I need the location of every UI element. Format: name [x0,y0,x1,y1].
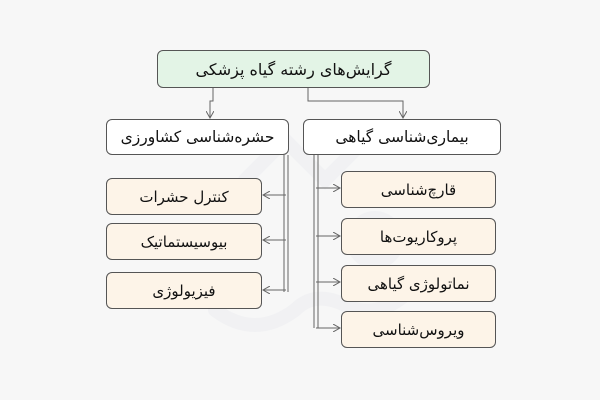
leaf-plant-nematology: نماتولوژی گیاهی [341,265,496,302]
root-node: گرایش‌های رشته گیاه پزشکی [157,50,430,88]
branch-entomology: حشره‌شناسی کشاورزی [106,119,289,155]
branch-plant-pathology: بیماری‌شناسی گیاهی [303,119,501,155]
leaf-virology: ویروس‌شناسی [341,311,496,348]
leaf-insect-control: کنترل حشرات [106,178,262,215]
leaf-physiology: فیزیولوژی [106,272,262,309]
leaf-biosystematics: بیوسیستماتیک [106,223,262,260]
leaf-prokaryotes: پروکاریوت‌ها [341,218,496,255]
edge-root-to-right-branch [308,88,403,118]
leaf-mycology: قارچ‌شناسی [341,171,496,208]
edge-root-to-left-branch [210,88,213,118]
